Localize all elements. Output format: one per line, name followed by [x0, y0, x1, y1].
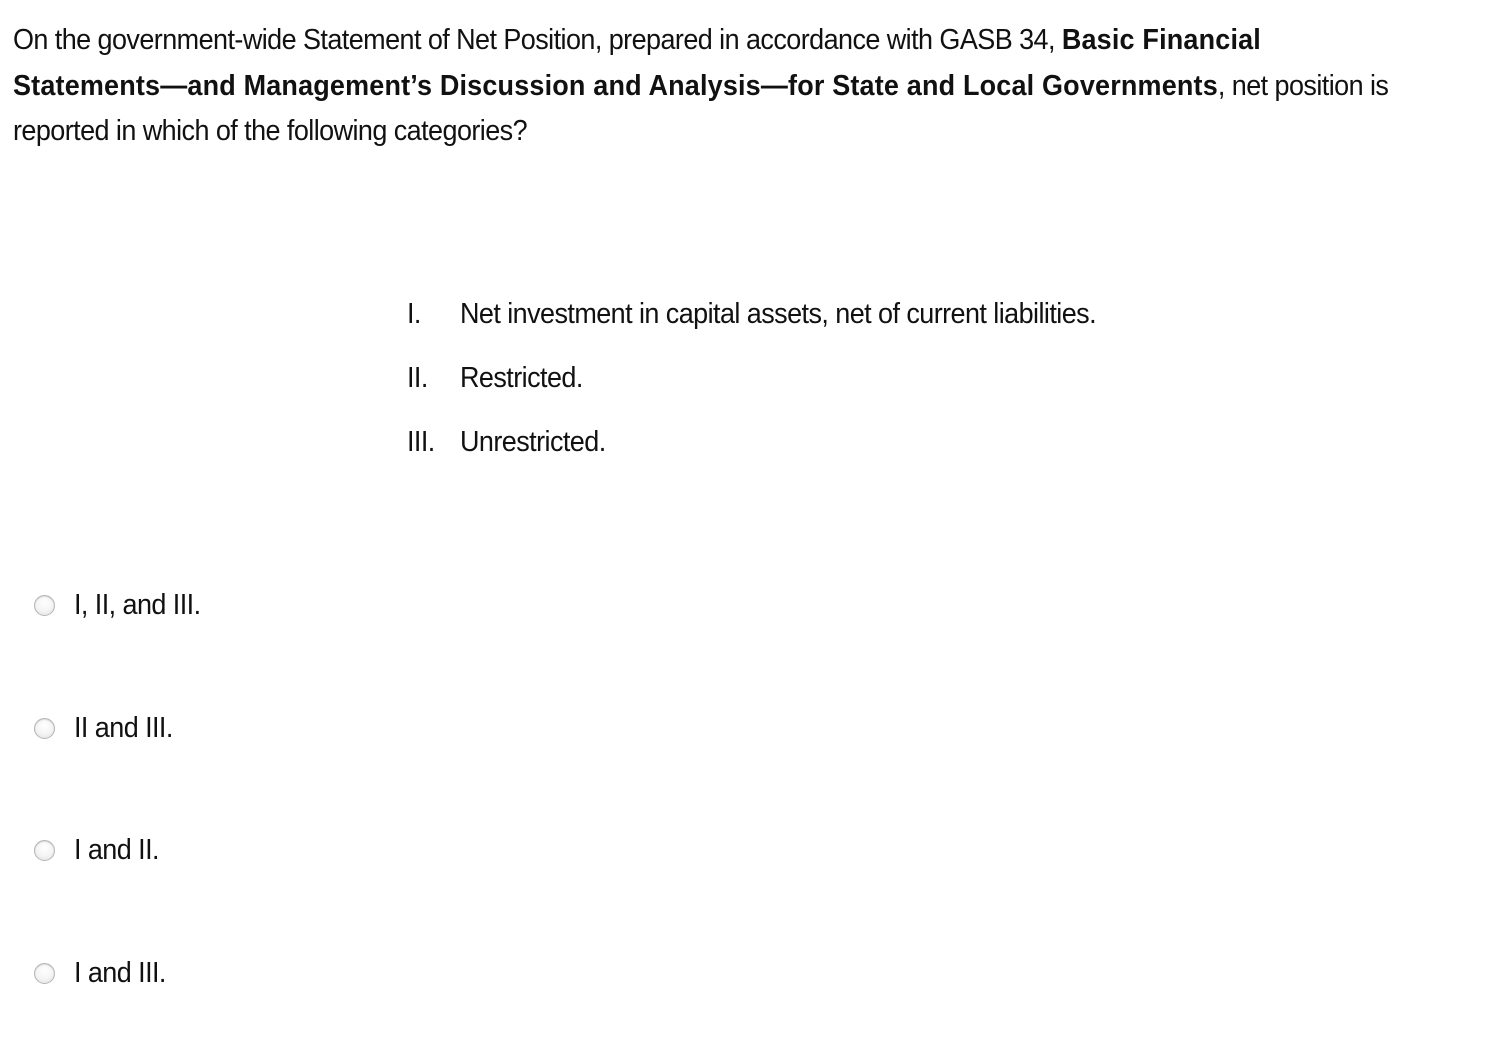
answer-option-4[interactable] [34, 941, 210, 1063]
statement-text: Net investment in capital assets, net of current liabilities. [460, 298, 1096, 331]
statement-item-3 [407, 426, 1407, 490]
radio-button[interactable] [34, 595, 55, 616]
question-text-before: On the government-wide Statement of Net Position, prepared in accordance with GASB 34, [13, 24, 1062, 56]
answer-option-3[interactable] [34, 818, 210, 941]
answer-option-label[interactable]: I and III. [74, 957, 166, 990]
answer-option-label[interactable]: II and III. [74, 712, 173, 745]
statement-numeral: II. [407, 362, 456, 395]
statement-item-2 [407, 362, 1407, 426]
question-bold-title: Basic Financial Statements—and Management’s Discussion and Analysis—for State and Local Governments [13, 24, 1261, 102]
radio-button[interactable] [34, 963, 55, 984]
radio-button[interactable] [34, 718, 55, 739]
answer-option-label[interactable]: I and II. [74, 834, 159, 867]
answer-option-2[interactable] [34, 696, 210, 819]
answer-option-1[interactable] [34, 573, 210, 696]
statement-list [407, 298, 1407, 490]
statement-numeral: III. [407, 426, 456, 459]
statement-text: Unrestricted. [460, 426, 606, 459]
statement-item-1 [407, 298, 1407, 362]
statement-text: Restricted. [460, 362, 583, 395]
answer-options [34, 573, 210, 1063]
statement-numeral: I. [407, 298, 456, 331]
radio-button[interactable] [34, 840, 55, 861]
question-text [13, 18, 1389, 155]
question-text-after: , net position is reported in which of the following categories? [13, 70, 1388, 148]
answer-option-label[interactable]: I, II, and III. [74, 589, 201, 622]
